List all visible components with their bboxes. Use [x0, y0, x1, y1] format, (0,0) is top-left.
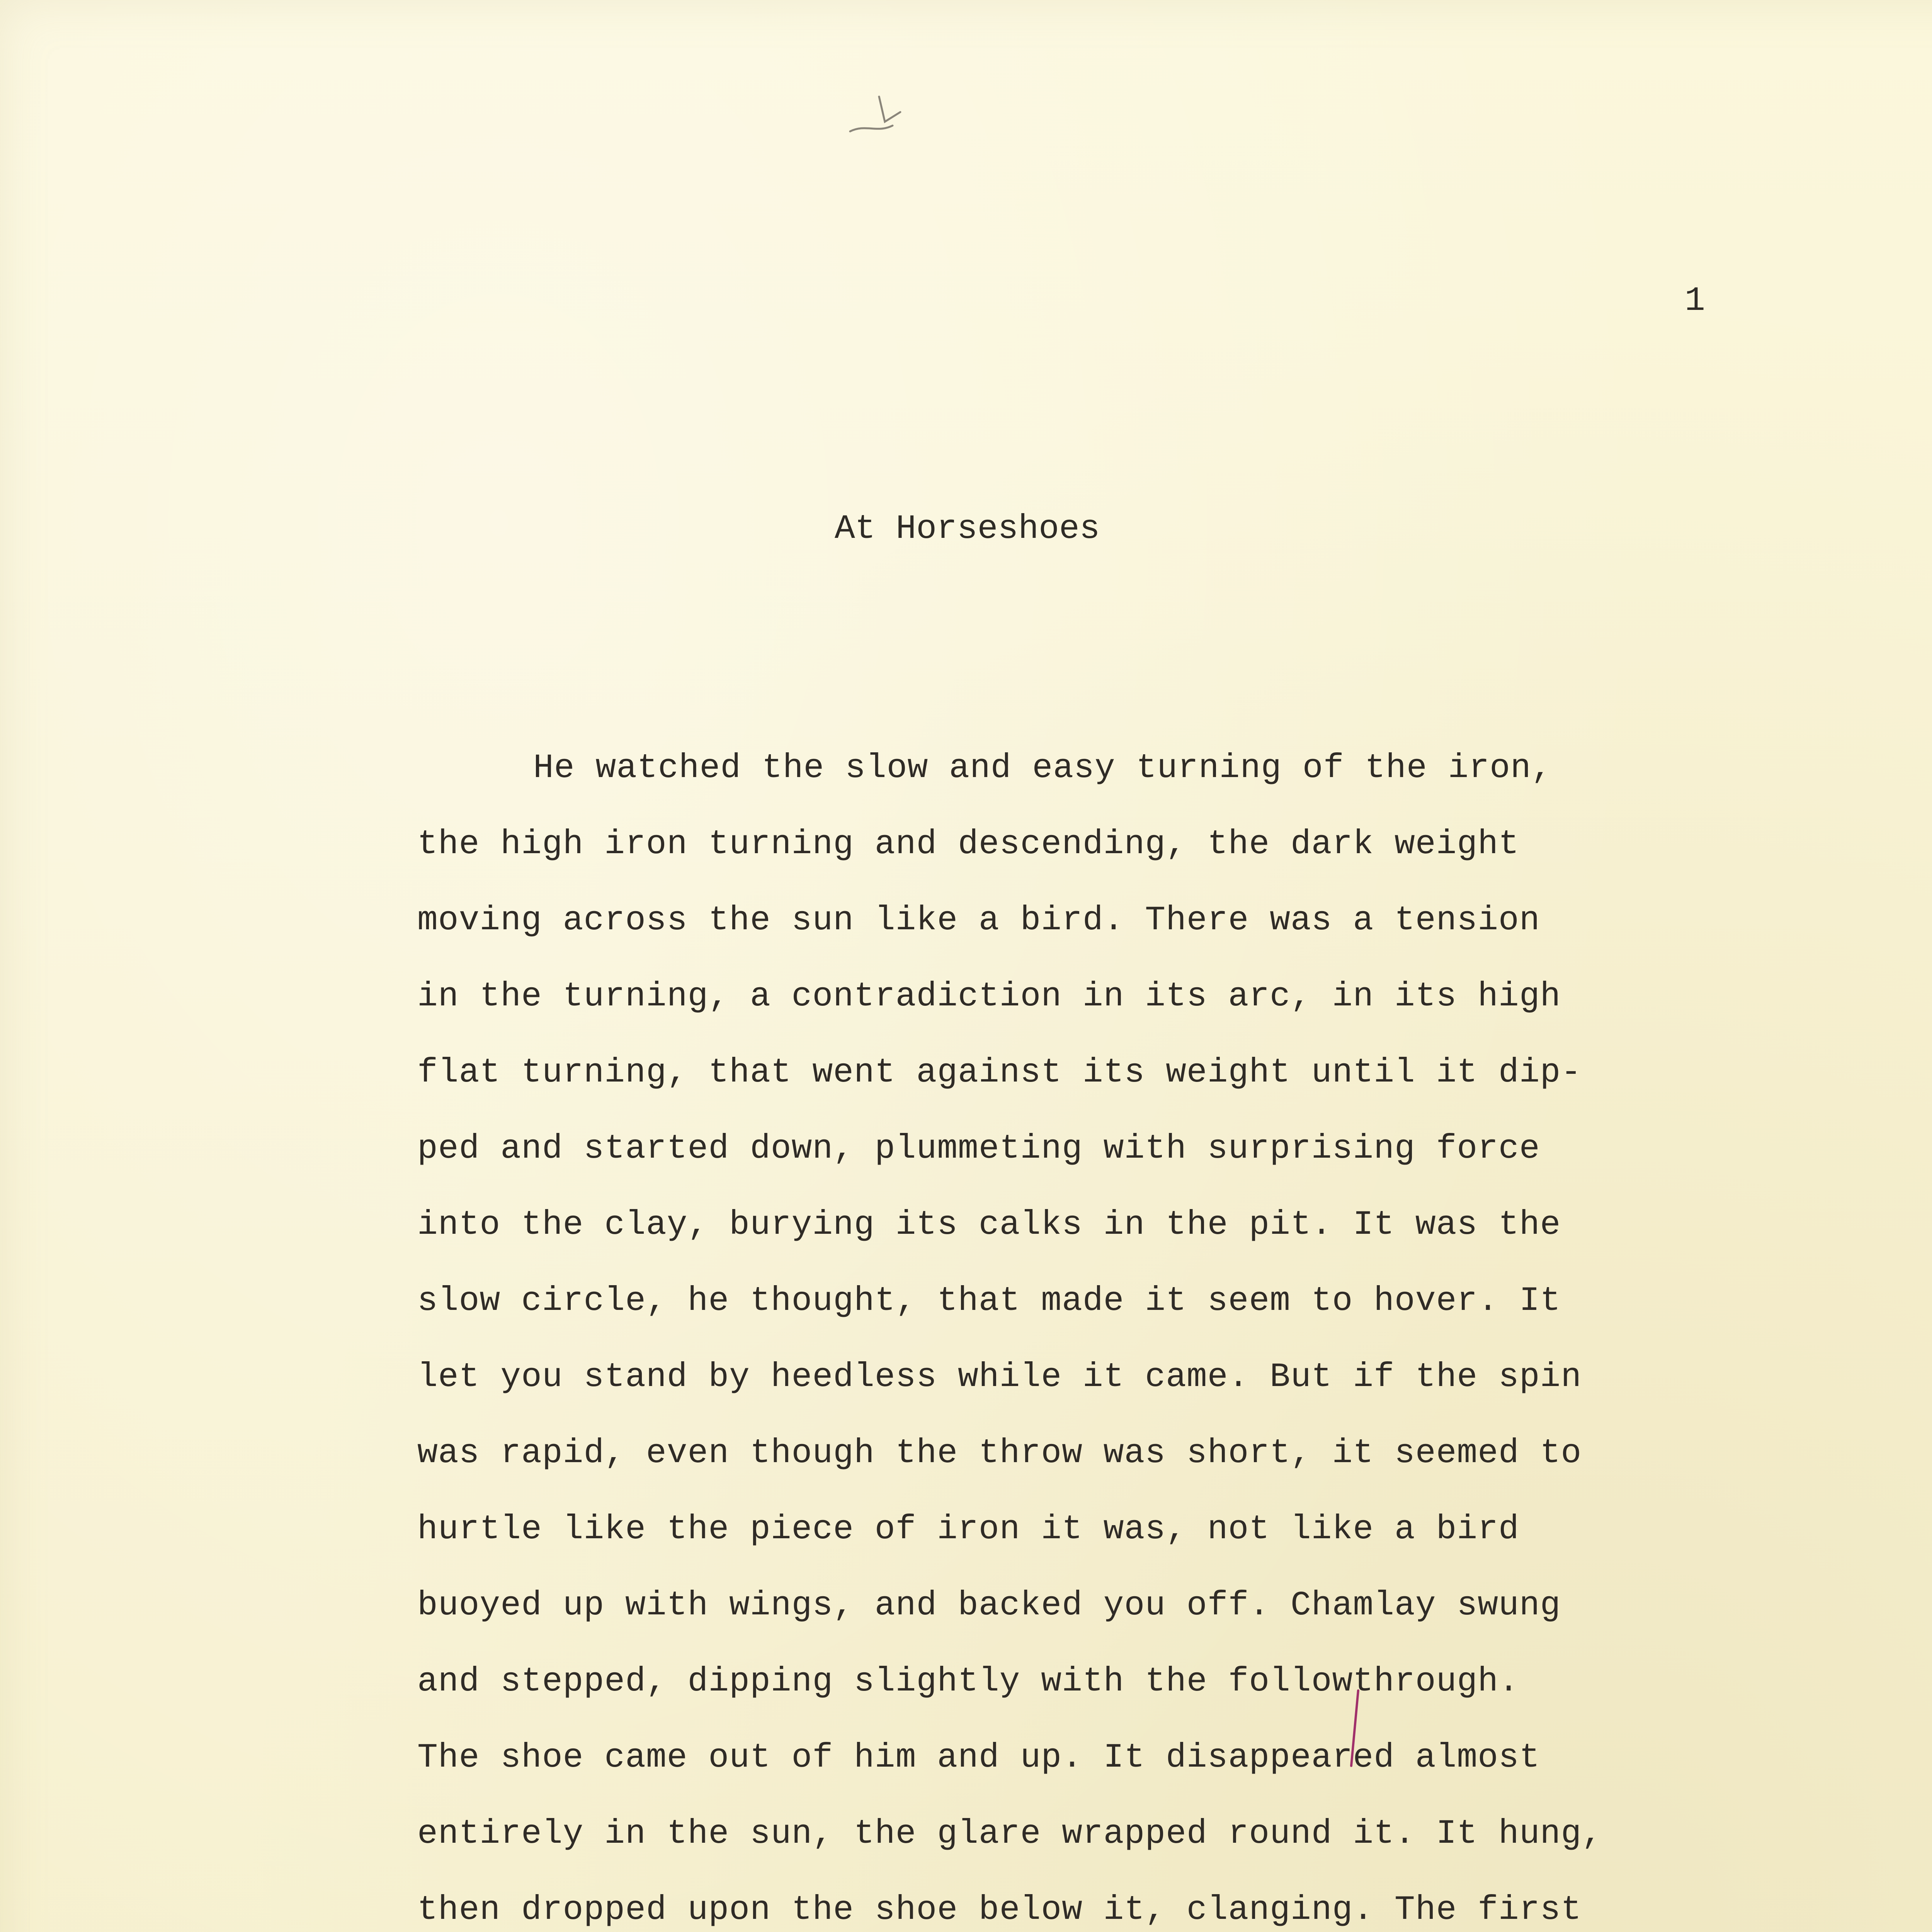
body-text — [417, 730, 1793, 1932]
edited-line-end: through. — [1353, 1663, 1519, 1701]
text-line: in the turning, a contradiction in its arc, in its high — [417, 978, 1561, 1016]
text-line: The shoe came out of him and up. It disappeared almost — [417, 1739, 1540, 1777]
proofreading-slash-icon — [1347, 1683, 1362, 1776]
text-line: He watched the slow and easy turning of the iron, — [533, 749, 1552, 787]
text-line: slow circle, he thought, that made it seem to hover. It — [417, 1282, 1561, 1320]
text-line: was rapid, even though the throw was short, it seemed to — [417, 1434, 1582, 1473]
edited-line-start: and stepped, dipping slightly with the follow — [417, 1663, 1353, 1701]
text-line: hurtle like the piece of iron it was, not like a bird — [417, 1510, 1519, 1549]
text-line: then dropped upon the shoe below it, clanging. The first — [417, 1891, 1582, 1929]
text-line: into the clay, burying its calks in the pit. It was the — [417, 1206, 1561, 1244]
document-title: At Horseshoes — [835, 510, 1100, 548]
text-line: let you stand by heedless while it came. But if the spin — [417, 1358, 1582, 1396]
text-line: buoyed up with wings, and backed you off. Chamlay swung — [417, 1587, 1561, 1625]
text-line: flat turning, that went against its weight until it dip- — [417, 1054, 1582, 1092]
text-line: entirely in the sun, the glare wrapped round it. It hung, — [417, 1815, 1603, 1853]
page-number: 1 — [1685, 282, 1706, 320]
text-line: ped and started down, plummeting with surprising force — [417, 1130, 1540, 1168]
text-line: the high iron turning and descending, the dark weight — [417, 825, 1519, 864]
pencil-scribble-icon — [842, 85, 912, 143]
edited-text-line — [417, 1644, 1793, 1720]
text-line: moving across the sun like a bird. There was a tension — [417, 901, 1540, 940]
